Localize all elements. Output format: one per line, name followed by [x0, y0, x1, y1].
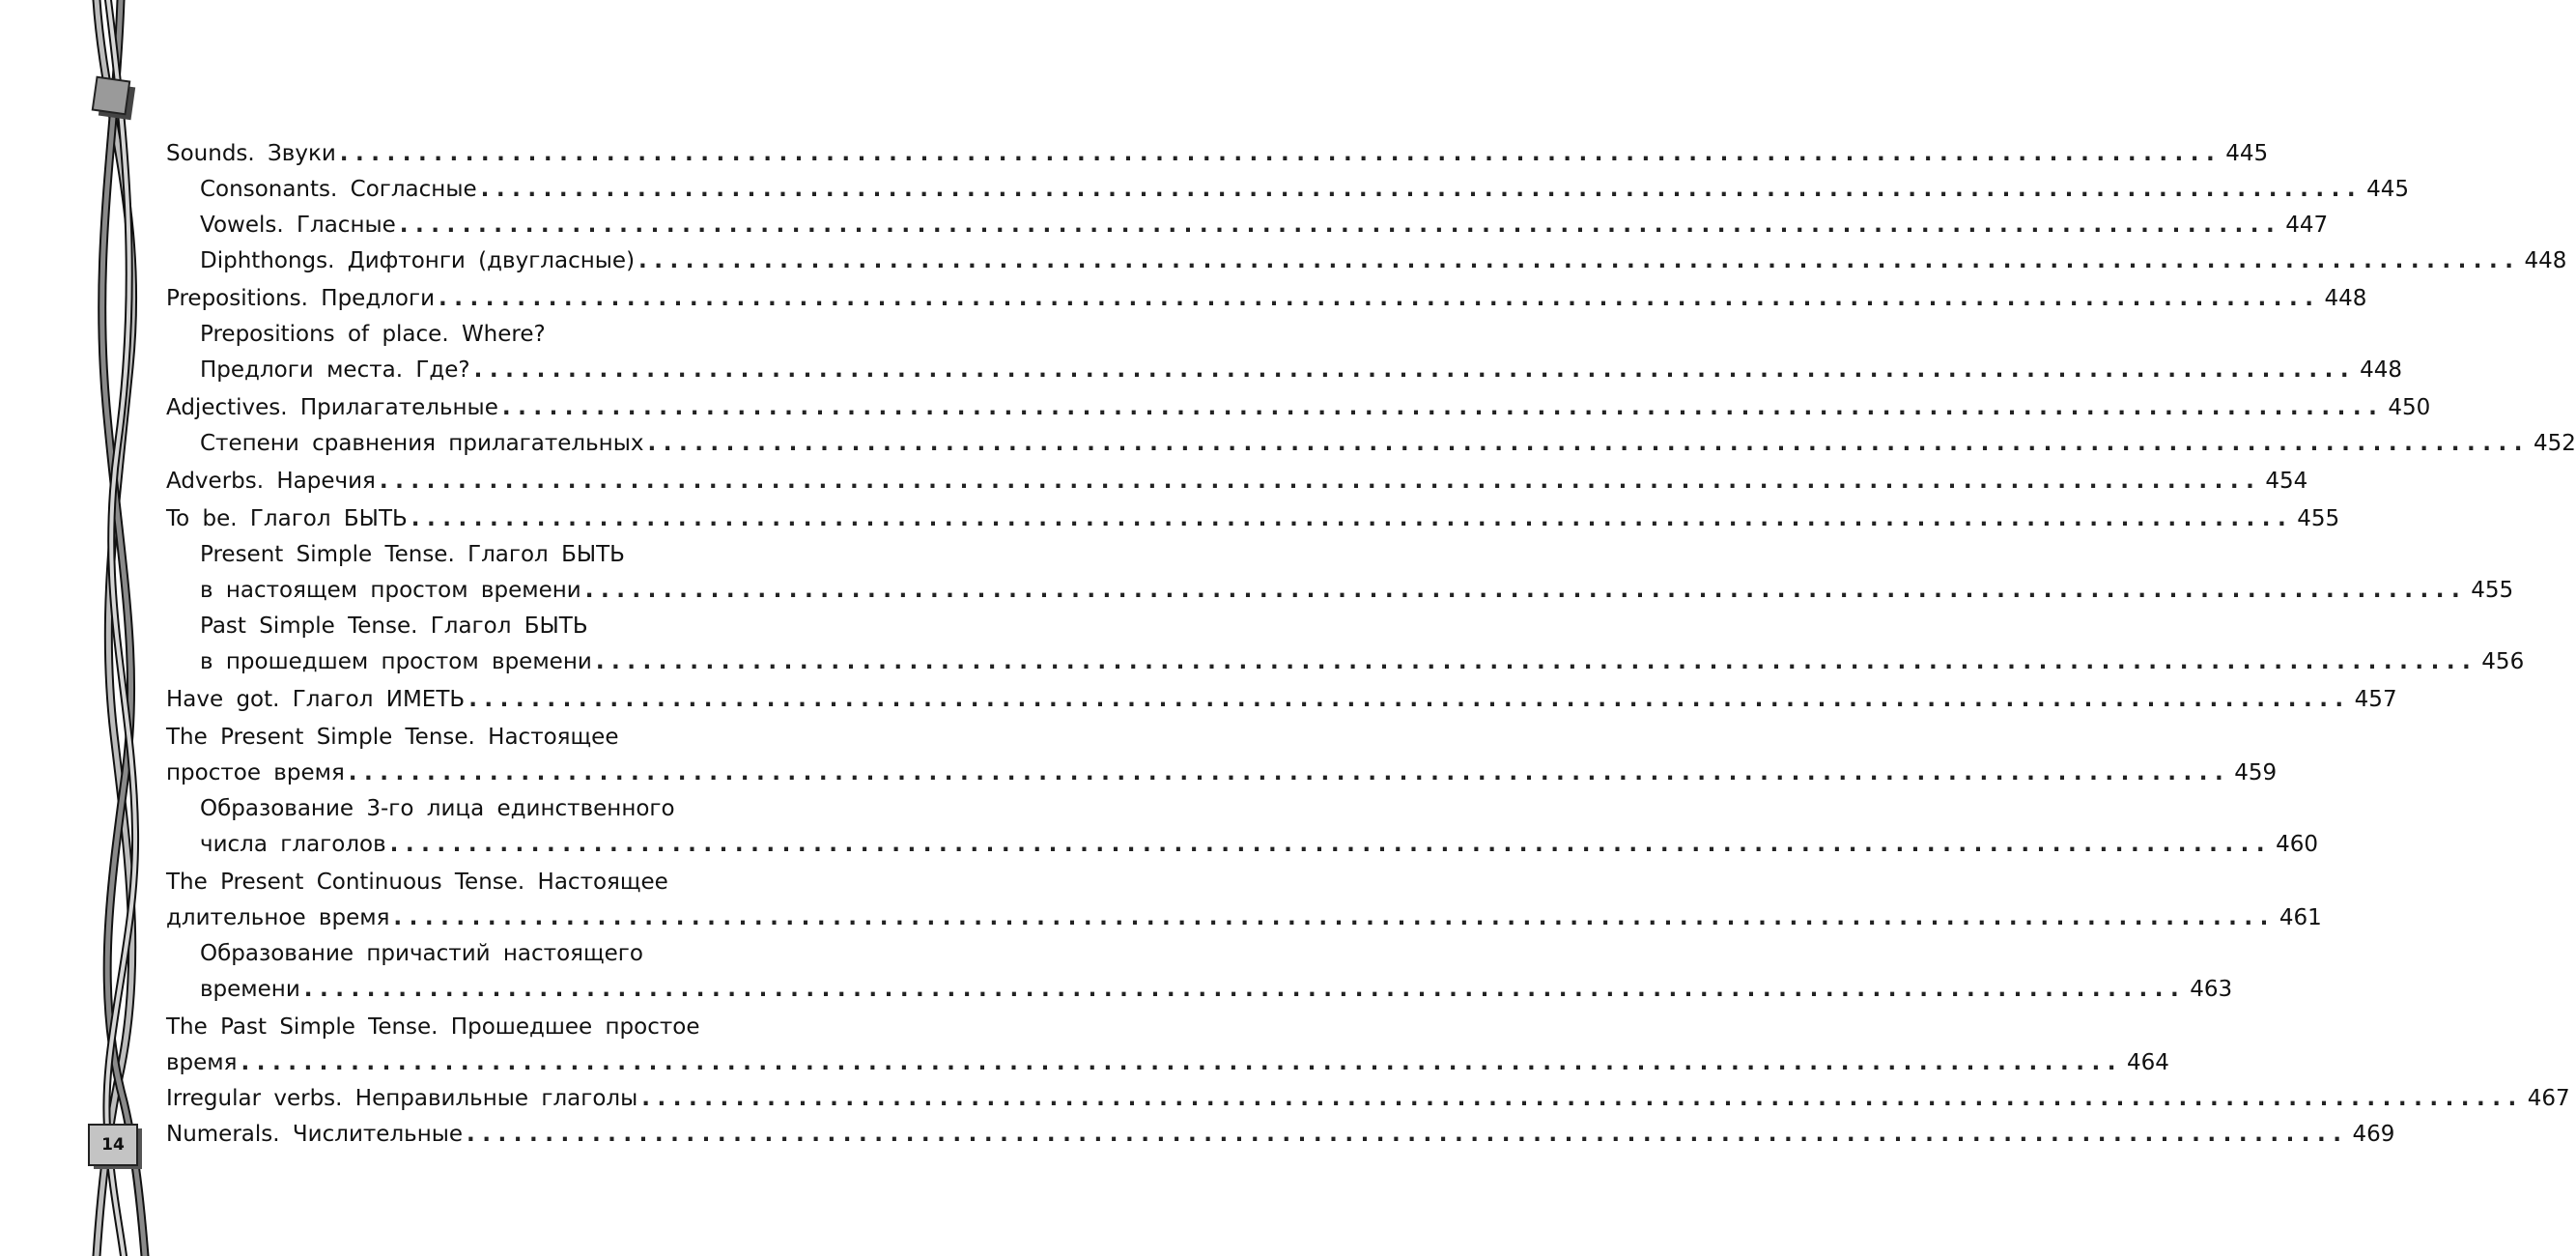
toc-entry[interactable]	[166, 756, 2278, 791]
toc-entry[interactable]	[166, 172, 2410, 208]
toc-entry-title: в настоящем простом времени	[200, 578, 581, 603]
toc-dot-leader: ........................................................................................................................	[467, 1122, 2349, 1147]
toc-entry-title: Vowels. Гласные	[200, 213, 396, 238]
toc-dot-leader: ........................................................................................................................	[439, 286, 2321, 311]
toc-entry-page: 445	[2225, 141, 2269, 166]
toc-entry-page: 464	[2126, 1050, 2169, 1075]
toc-entry-title: времени	[200, 977, 300, 1002]
toc-entry-title: To be. Глагол БЫТЬ	[166, 506, 408, 531]
toc-entry[interactable]	[166, 243, 2567, 279]
toc-entry-page: 448	[2360, 357, 2403, 383]
toc-dot-leader: ........................................................................................................................	[584, 578, 2468, 603]
toc-entry-title: The Present Continuous Tense. Настоящее	[166, 870, 668, 895]
toc-entry[interactable]	[166, 136, 2269, 172]
toc-entry[interactable]	[166, 827, 2319, 863]
toc-entry[interactable]	[166, 1081, 2570, 1117]
toc-entry-page: 454	[2265, 469, 2308, 494]
toc-entry[interactable]	[166, 900, 2322, 936]
toc-dot-leader: ........................................................................................................................	[379, 469, 2262, 494]
toc-entry-title: Past Simple Tense. Глагол БЫТЬ	[200, 614, 588, 639]
toc-entry-title: Adverbs. Наречия	[166, 469, 376, 494]
toc-entry-page: 455	[2471, 578, 2514, 603]
toc-entry[interactable]	[166, 573, 2514, 609]
toc-entry-title: Образование 3-го лица единственного	[200, 796, 675, 821]
toc-entry[interactable]	[166, 1010, 873, 1045]
toc-entry-title: в прошедшем простом времени	[200, 649, 592, 674]
toc-entry[interactable]	[166, 936, 873, 972]
toc-dot-leader: ........................................................................................................................	[241, 1050, 2123, 1075]
toc-entry[interactable]	[166, 1045, 2169, 1081]
toc-entry[interactable]	[166, 281, 2367, 317]
toc-entry[interactable]	[166, 464, 2308, 500]
toc-entry-page: 450	[2388, 395, 2431, 420]
toc-entry[interactable]	[166, 353, 2403, 388]
toc-entry[interactable]	[166, 537, 873, 573]
toc-entry[interactable]	[166, 426, 2576, 462]
toc-entry-page: 459	[2234, 760, 2278, 785]
toc-entry-page: 448	[2524, 248, 2567, 273]
toc-dot-leader: ........................................................................................................................	[348, 760, 2231, 785]
toc-entry-page: 469	[2352, 1122, 2395, 1147]
toc-entry[interactable]	[166, 317, 873, 353]
toc-dot-leader: ........................................................................................................................	[473, 357, 2357, 383]
toc-entry-title: Sounds. Звуки	[166, 141, 336, 166]
toc-entry-title: длительное время	[166, 905, 390, 930]
toc-entry-page: 447	[2285, 213, 2329, 238]
toc-entry-title: Numerals. Числительные	[166, 1122, 464, 1147]
toc-dot-leader: ........................................................................................................................	[393, 905, 2276, 930]
toc-entry-page: 463	[2190, 977, 2233, 1002]
toc-dot-leader: ........................................................................................................................	[641, 1086, 2524, 1111]
toc-dot-leader: ........................................................................................................................	[501, 395, 2385, 420]
toc-entry-page: 456	[2481, 649, 2525, 674]
toc-entry[interactable]	[166, 682, 2397, 718]
toc-entry-title: Irregular verbs. Неправильные глаголы	[166, 1086, 638, 1111]
toc-entry-page: 457	[2354, 687, 2397, 712]
toc-entry-title: Have got. Глагол ИМЕТЬ	[166, 687, 466, 712]
toc-entry-page: 460	[2276, 832, 2319, 857]
table-of-contents	[166, 136, 2576, 1153]
toc-entry-title: Adjectives. Прилагательные	[166, 395, 498, 420]
toc-entry-title: Diphthongs. Дифтонги (двугласные)	[200, 248, 636, 273]
toc-dot-leader: ........................................................................................................................	[389, 832, 2273, 857]
toc-entry-page: 467	[2527, 1086, 2570, 1111]
toc-entry[interactable]	[166, 972, 2233, 1008]
toc-entry-title: простое время	[166, 760, 345, 785]
toc-dot-leader: ........................................................................................................................	[468, 687, 2351, 712]
page-number: 14	[101, 1135, 125, 1155]
toc-dot-leader: ........................................................................................................................	[638, 248, 2521, 273]
toc-entry-title: Образование причастий настоящего	[200, 941, 643, 966]
toc-entry-page: 448	[2324, 286, 2367, 311]
toc-entry-title: Степени сравнения прилагательных	[200, 431, 644, 456]
toc-dot-leader: ........................................................................................................................	[303, 977, 2187, 1002]
toc-entry-title: время	[166, 1050, 238, 1075]
toc-entry-title: Consonants. Согласные	[200, 177, 477, 202]
toc-entry[interactable]	[166, 720, 873, 756]
toc-entry[interactable]	[166, 501, 2340, 537]
toc-entry-title: Prepositions of place. Where?	[200, 322, 546, 347]
toc-entry-title: Prepositions. Предлоги	[166, 286, 436, 311]
toc-entry-page: 455	[2297, 506, 2340, 531]
toc-entry-page: 445	[2366, 177, 2410, 202]
toc-entry[interactable]	[166, 1117, 2395, 1153]
toc-entry-page: 461	[2279, 905, 2322, 930]
toc-dot-leader: ........................................................................................................................	[399, 213, 2282, 238]
toc-entry-title: Предлоги места. Где?	[200, 357, 470, 383]
toc-entry-title: The Past Simple Tense. Прошедшее простое	[166, 1014, 700, 1040]
toc-dot-leader: ........................................................................................................................	[480, 177, 2364, 202]
toc-dot-leader: ........................................................................................................................	[595, 649, 2478, 674]
top-square-marker	[93, 77, 135, 120]
toc-entry[interactable]	[166, 609, 873, 644]
toc-entry[interactable]	[166, 390, 2431, 426]
toc-entry-title: Present Simple Tense. Глагол БЫТЬ	[200, 542, 625, 567]
toc-entry[interactable]	[166, 865, 873, 900]
toc-dot-leader: ........................................................................................................................	[410, 506, 2294, 531]
toc-entry-title: The Present Simple Tense. Настоящее	[166, 725, 619, 750]
toc-entry[interactable]	[166, 644, 2525, 680]
toc-entry-title: числа глаголов	[200, 832, 386, 857]
toc-entry[interactable]	[166, 208, 2329, 243]
toc-dot-leader: ........................................................................................................................	[647, 431, 2530, 456]
toc-dot-leader: ........................................................................................................................	[339, 141, 2222, 166]
toc-entry[interactable]	[166, 791, 873, 827]
toc-entry-page: 452	[2533, 431, 2576, 456]
